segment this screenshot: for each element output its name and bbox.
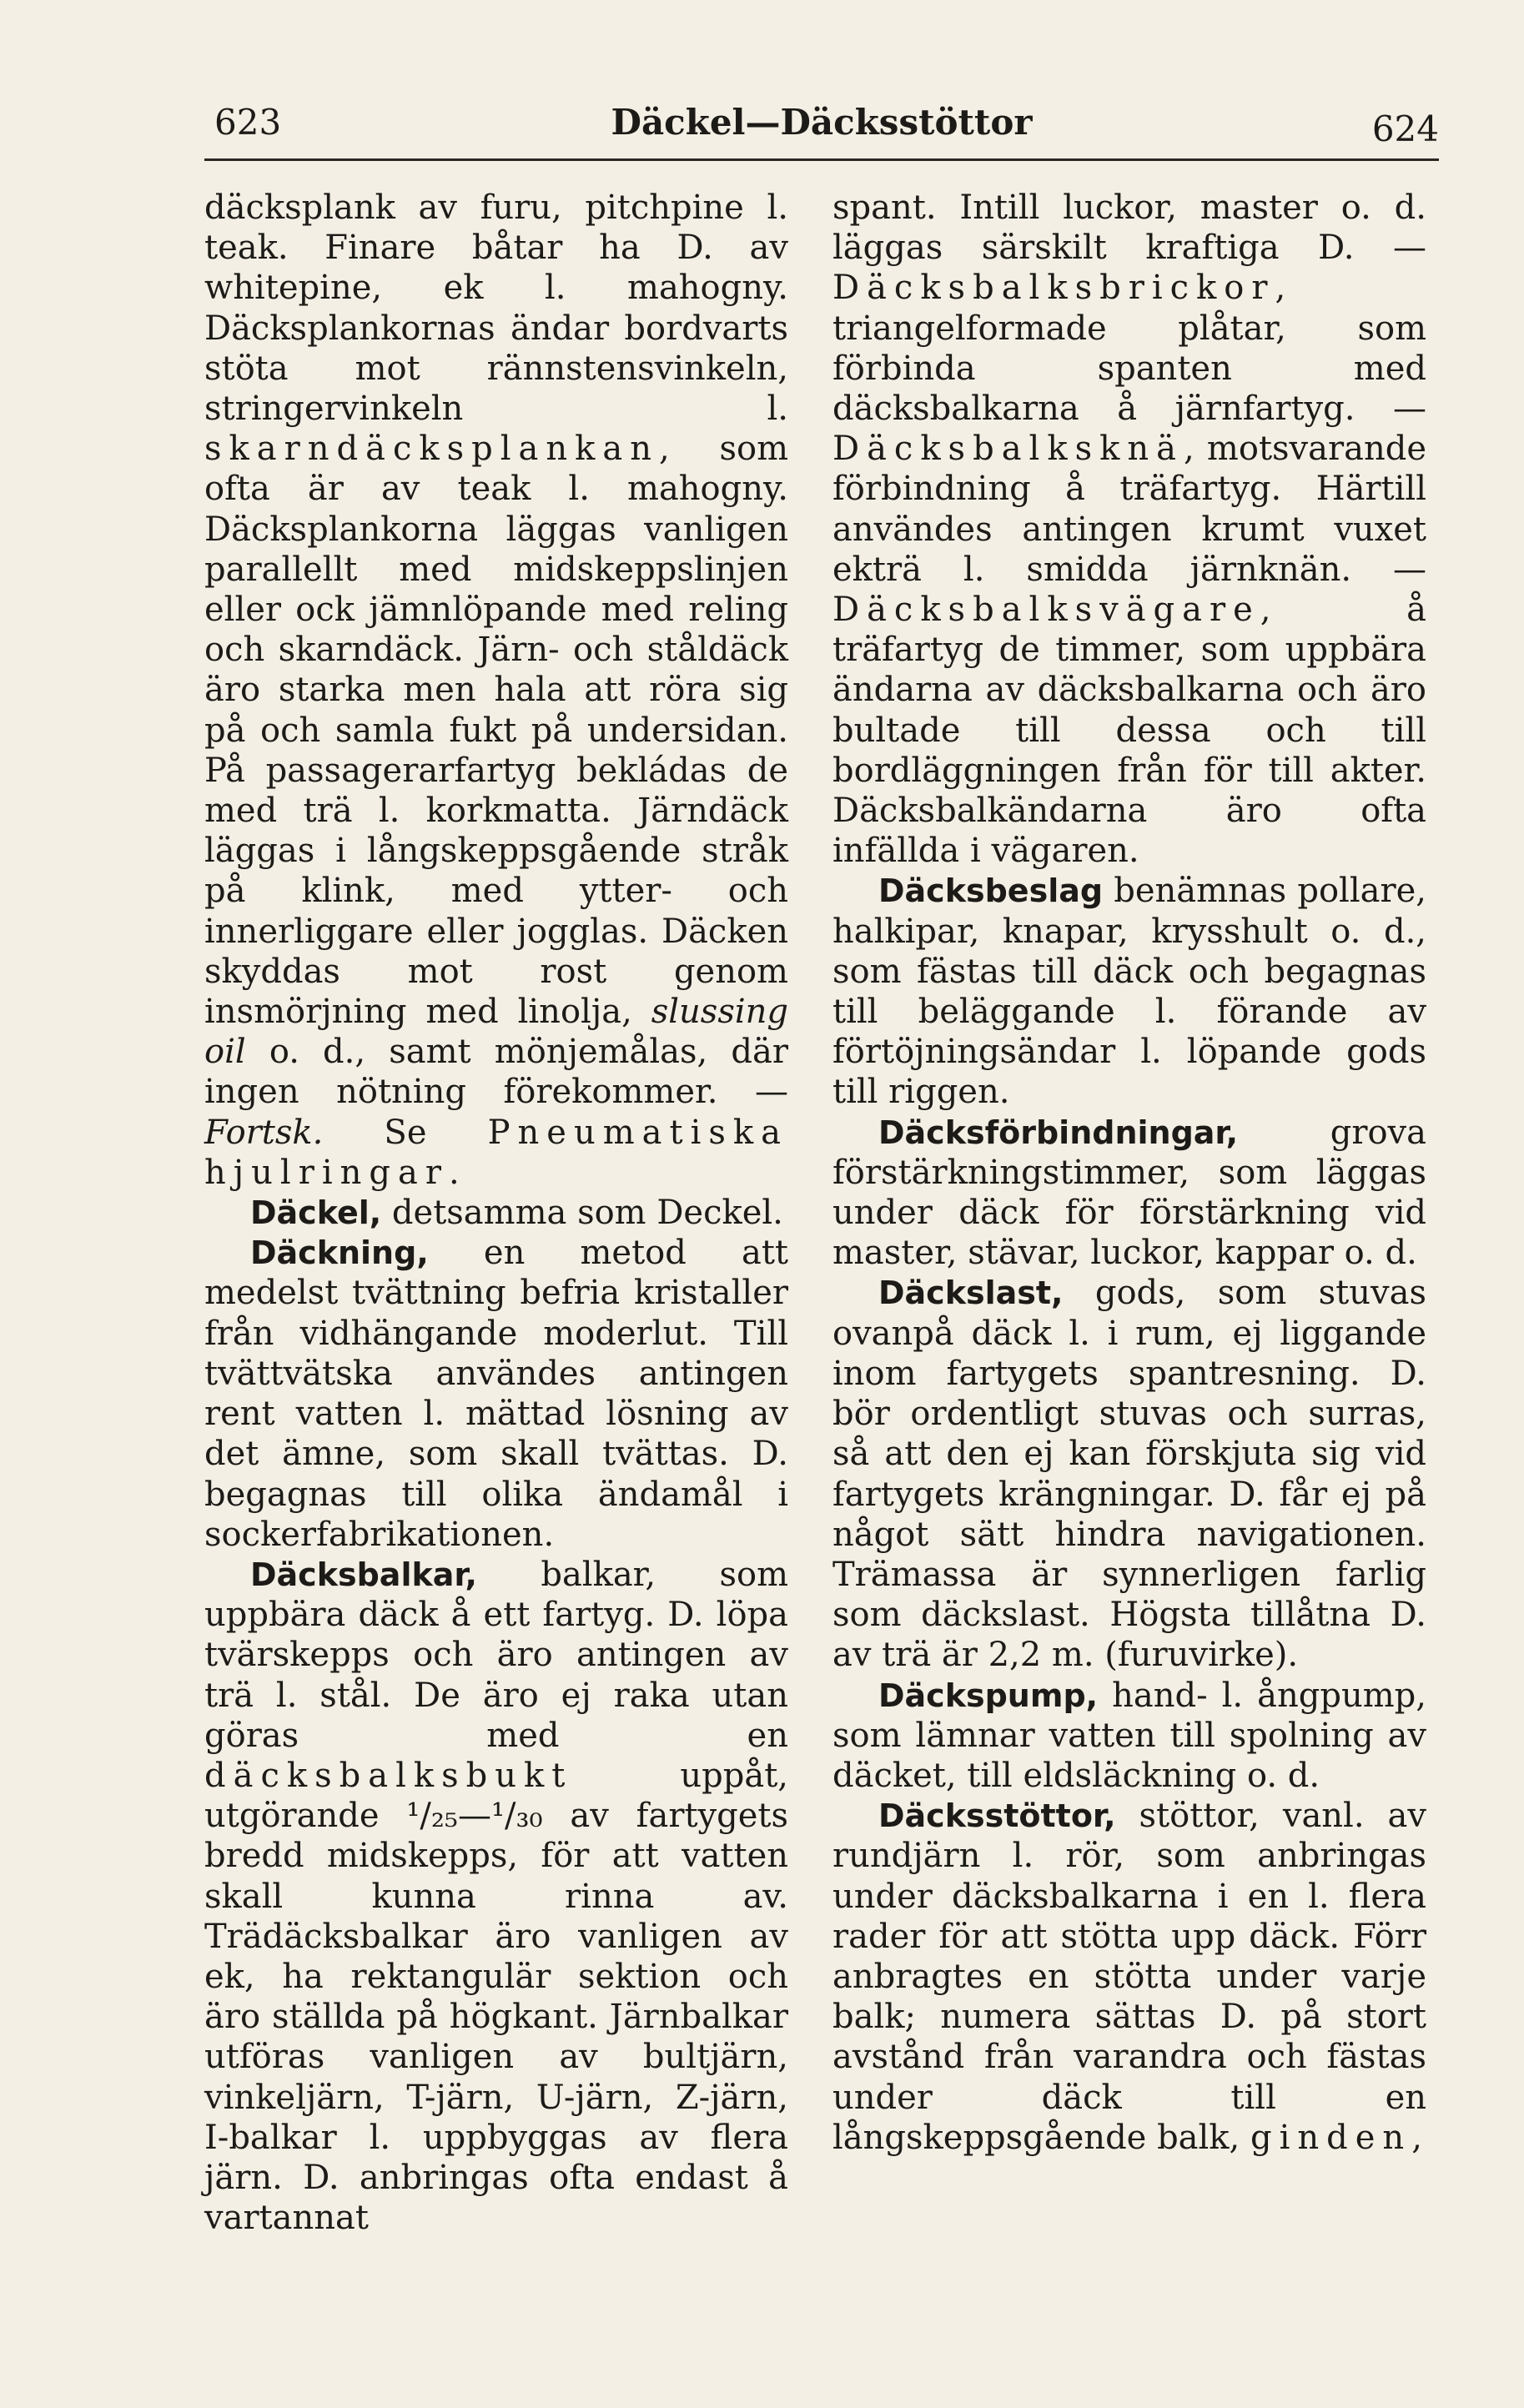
entry-text: , motsvarande förbindning å träfartyg. Härtill användes antingen krumt vuxet ekträ l. smidda järnknän. — [832,430,1426,589]
page-number-left: 623 [214,102,282,143]
entry-text: Däcksbalksvägare [832,591,1260,630]
entry-text: slussing oil [204,993,788,1072]
entry-text: Se [323,1113,488,1152]
entry-headword: Däckspump, [878,1677,1099,1714]
right-column [832,188,1426,2158]
entry-text: Pneumatiska hjulringar [204,1113,788,1192]
entry-headword: Däckning, [250,1234,429,1272]
entry-text: däcksbalksbukt [204,1756,573,1795]
dictionary-entry [832,1273,1426,1675]
left-column [204,188,788,2238]
entry-text: skarndäcksplankan [204,430,659,469]
running-title: Däckel—Däcksstöttor [611,102,1033,143]
entry-text: Fortsk. [204,1113,324,1152]
entry-text: , å träfartyg de timmer, som uppbära ändarna av däcksbalkarna och äro bultade till dessa och till bordläggningen från för till akter. Däcksbalkändarna äro ofta infällda i vägaren. [832,591,1426,871]
entry-headword: Däcksbeslag [878,872,1104,910]
entry-text: benämnas pollare, halkipar, knapar, krysshult o. d., som fästas till däck och begagnas till beläggande l. förande av förtöjningsändar l. löpande gods till riggen. [832,872,1426,1112]
entry-text: o. d., samt mönjemålas, där ingen nötning förekommer. — [204,1033,788,1112]
continued-paragraph [204,188,788,1193]
entry-headword: Däckslast, [878,1274,1064,1312]
entry-text: . [448,1153,460,1192]
dictionary-entry [832,1676,1426,1797]
entry-text: stöttor, vanl. av rundjärn l. rör, som anbringas under däcksbalkarna i en l. flera rader för att stötta upp däck. Förr anbragtes en stötta under varje balk; numera sättas D. på stort avstånd från varandra och fästas under däck till en långskeppsgående balk, [832,1797,1426,2157]
entry-text: detsamma som Deckel. [381,1194,783,1233]
continued-paragraph [832,188,1426,871]
entry-text: ginden [1250,2118,1412,2157]
entry-headword: Däckel, [250,1194,382,1232]
entry-text: Däcksbalksbrickor [832,269,1275,308]
header-rule [204,158,1439,161]
entry-text: balkar, som uppbära däck å ett fartyg. D. löpa tvärskepps och äro antingen av trä l. stål. De äro ej raka utan göras med en [204,1555,788,1755]
entry-text: gods, som stuvas ovanpå däck l. i rum, ej liggande inom fartygets spantresning. D. bör ordentligt stuvas och surras, så att den ej kan förskjuta sig vid fartygets krängningar. D. får ej på något sätt hindra navigationen. Trämassa är synnerligen farlig som däckslast. Högsta tillåtna D. av trä är 2,2 m. (furuvirke). [832,1274,1426,1675]
dictionary-entry [204,1193,788,1233]
entry-text: , som ofta är av teak l. mahogny. Däcksplankorna läggas vanligen parallellt med midskeppslinjen eller ock jämnlöpande med reling och skarndäck. Järn- och ståldäck äro starka men hala att röra sig på och samla fukt på undersidan. På passagerarfartyg bekládas de med trä l. korkmatta. Järndäck läggas i långskeppsgående stråk på klink, med ytter- och innerliggare eller jogglas. Däcken skyddas mot rost genom insmörjning med linolja, [204,430,788,1032]
entry-text: hand- l. ångpump, som lämnar vatten till spolning av däcket, till eldsläckning o. d. [832,1676,1426,1795]
page-header [204,98,1439,157]
dictionary-entry [832,1796,1426,2158]
dictionary-entry [204,1555,788,2238]
entry-headword: Däcksförbindningar, [878,1114,1239,1151]
entry-text: däcksplank av furu, pitchpine l. teak. Finare båtar ha D. av whitepine, ek l. mahogny. Däcksplankornas ändar bordvarts stöta mot rännstensvinkeln, stringervinkeln l. [204,189,788,429]
entry-text: en metod att medelst tvättning befria kristaller från vidhängande moderlut. Till tvättvätska användes antingen rent vatten l. mättad lösning av det ämne, som skall tvättas. D. begagnas till olika ändamål i sockerfabrikationen. [204,1234,788,1554]
page-number-right: 624 [1371,108,1439,149]
dictionary-entry [832,871,1426,1112]
dictionary-entry [204,1233,788,1555]
entry-text: grova förstärkningstimmer, som läggas under däck för förstärkning vid master, stävar, luckor, kappar o. d. [832,1113,1426,1273]
dictionary-entry [832,1113,1426,1274]
entry-text: , [1411,2118,1422,2157]
entry-text: Däcksbalksknä [832,430,1184,469]
entry-text: uppåt, utgörande ¹/₂₅—¹/₃₀ av fartygets bredd midskepps, för att vatten skall kunna rinna av. Trädäcksbalkar äro vanligen av ek, ha rektangulär sektion och äro ställda på högkant. Järnbalkar utföras vanligen av bultjärn, vinkeljärn, T-järn, U-järn, Z-järn, I-balkar l. uppbyggas av flera järn. D. anbringas ofta endast å vartannat [204,1756,788,2238]
entry-headword: Däcksstöttor, [878,1797,1116,1835]
entry-text: , triangelformade plåtar, som förbinda spanten med däcksbalkarna å järnfartyg. — [832,269,1426,429]
entry-headword: Däcksbalkar, [250,1556,477,1593]
entry-text: spant. Intill luckor, master o. d. läggas särskilt kraftiga D. — [832,189,1426,268]
